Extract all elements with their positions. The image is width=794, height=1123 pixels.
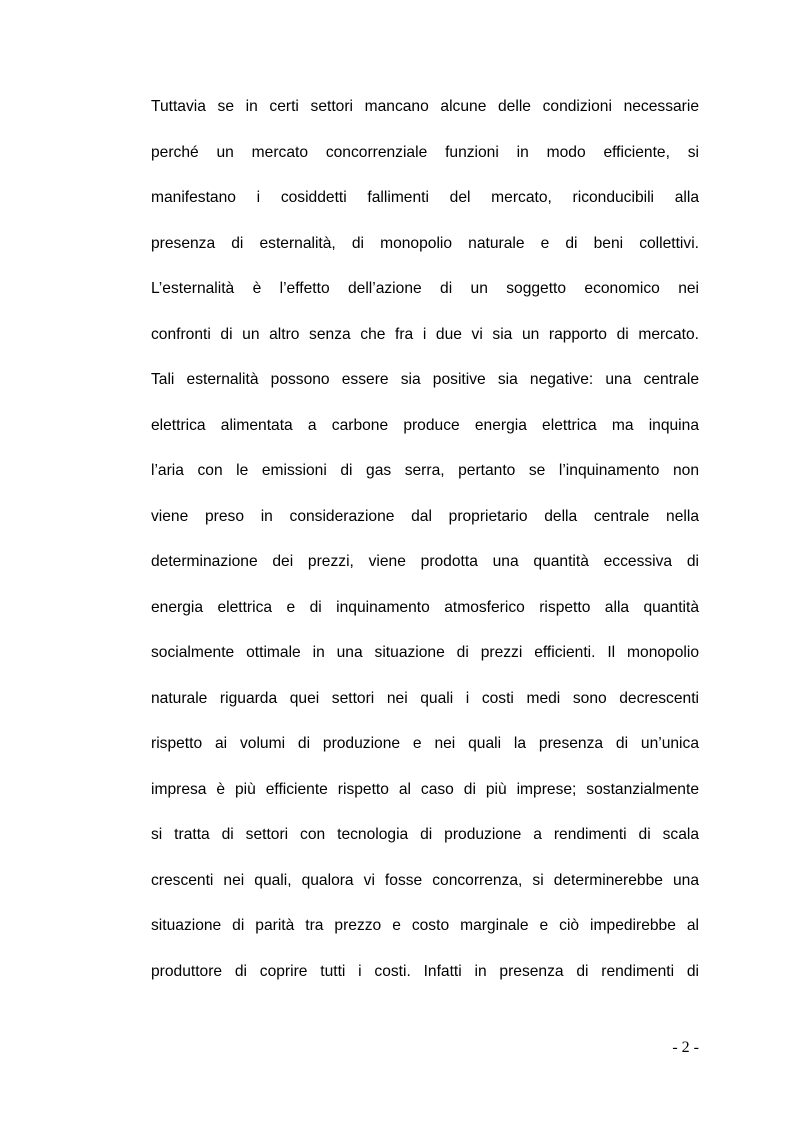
- text-line-16: impresa è più efficiente rispetto al caso di più imprese; sostanzialmente: [151, 780, 699, 798]
- text-line-5: L’esternalità è l’effetto dell’azione di un soggetto economico nei: [151, 280, 699, 297]
- text-line-11: determinazione dei prezzi, viene prodotta una quantità eccessiva di: [151, 553, 699, 570]
- text-line-14: naturale riguarda quei settori nei quali i costi medi sono decrescenti: [151, 689, 699, 707]
- page-number: - 2 -: [672, 1039, 699, 1056]
- text-line-20: produttore di coprire tutti i costi. Infatti in presenza di rendimenti di: [151, 962, 699, 980]
- text-line-1: Tuttavia se in certi settori mancano alcune delle condizioni necessarie: [151, 98, 699, 115]
- text-line-12: energia elettrica e di inquinamento atmosferico rispetto alla quantità: [151, 598, 699, 616]
- text-line-8: elettrica alimentata a carbone produce energia elettrica ma inquina: [151, 416, 699, 434]
- text-line-15: rispetto ai volumi di produzione e nei quali la presenza di un’unica: [151, 735, 699, 752]
- text-line-13: socialmente ottimale in una situazione di prezzi efficienti. Il monopolio: [151, 644, 699, 661]
- text-line-4: presenza di esternalità, di monopolio naturale e di beni collettivi.: [151, 234, 699, 252]
- text-line-10: viene preso in considerazione dal proprietario della centrale nella: [151, 507, 699, 525]
- text-line-7: Tali esternalità possono essere sia positive sia negative: una centrale: [151, 371, 699, 388]
- text-line-2: perché un mercato concorrenziale funzioni in modo efficiente, si: [151, 143, 699, 161]
- text-line-3: manifestano i cosiddetti fallimenti del mercato, riconducibili alla: [151, 189, 699, 206]
- text-line-9: l’aria con le emissioni di gas serra, pertanto se l’inquinamento non: [151, 462, 699, 479]
- text-line-6: confronti di un altro senza che fra i due vi sia un rapporto di mercato.: [151, 325, 699, 343]
- text-line-18: crescenti nei quali, qualora vi fosse concorrenza, si determinerebbe una: [151, 871, 699, 889]
- body-text: [151, 92, 699, 1002]
- text-line-17: si tratta di settori con tecnologia di produzione a rendimenti di scala: [151, 826, 699, 843]
- text-line-19: situazione di parità tra prezzo e costo marginale e ciò impedirebbe al: [151, 917, 699, 934]
